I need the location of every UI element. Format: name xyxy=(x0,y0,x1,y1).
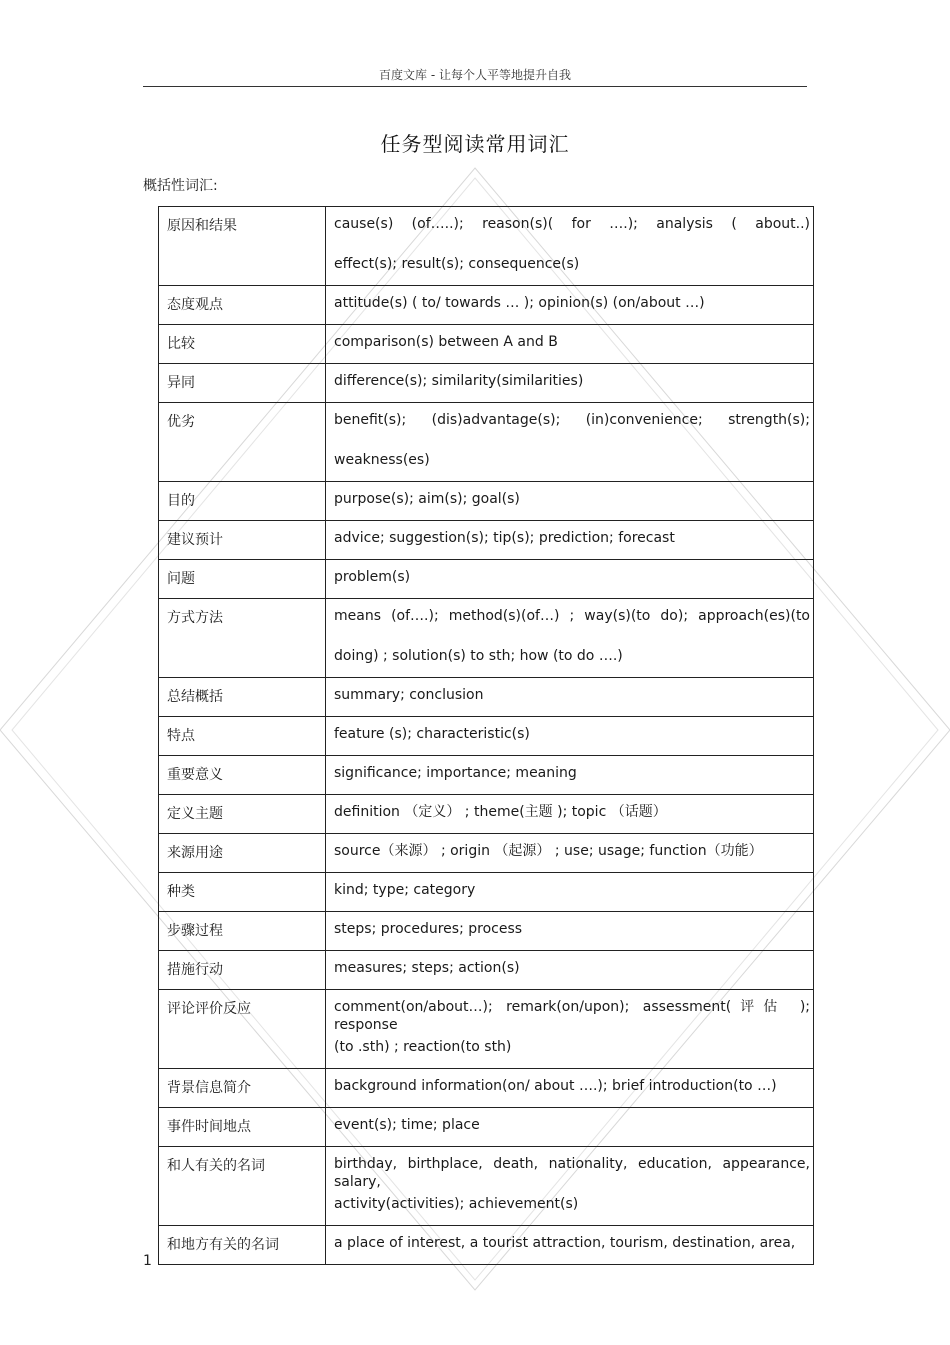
words-cell xyxy=(326,834,814,873)
table-row xyxy=(159,207,814,286)
table-row xyxy=(159,678,814,717)
words-cell xyxy=(326,286,814,325)
term-cell: 优劣 xyxy=(159,403,326,482)
term-cell: 评论评价反应 xyxy=(159,990,326,1069)
term-cell: 总结概括 xyxy=(159,678,326,717)
vocab-line: measures; steps; action(s) xyxy=(334,960,520,976)
vocab-line: weakness(es) xyxy=(334,452,430,468)
page-number: 1 xyxy=(143,1253,152,1269)
table-row xyxy=(159,795,814,834)
words-cell xyxy=(326,912,814,951)
table-row xyxy=(159,364,814,403)
words-cell xyxy=(326,1069,814,1108)
table-row xyxy=(159,599,814,678)
words-cell xyxy=(326,1226,814,1265)
vocab-line: feature (s); characteristic(s) xyxy=(334,726,530,742)
section-subtitle: 概括性词汇: xyxy=(143,178,218,194)
vocab-line: a place of interest, a tourist attraction, tourism, destination, area, xyxy=(334,1235,796,1251)
table-row xyxy=(159,325,814,364)
words-cell xyxy=(326,951,814,990)
table-row xyxy=(159,286,814,325)
table-row xyxy=(159,1108,814,1147)
table-row xyxy=(159,403,814,482)
term-cell: 来源用途 xyxy=(159,834,326,873)
vocab-line: comment(on/about…); remark(on/upon); assessment(评估 ); response xyxy=(334,999,810,1033)
vocab-line: (to .sth) ; reaction(to sth) xyxy=(334,1039,512,1055)
term-cell: 态度观点 xyxy=(159,286,326,325)
term-cell: 和地方有关的名词 xyxy=(159,1226,326,1265)
vocab-line: event(s); time; place xyxy=(334,1117,480,1133)
words-cell xyxy=(326,990,814,1069)
words-cell xyxy=(326,1147,814,1226)
words-cell xyxy=(326,1108,814,1147)
vocab-line: advice; suggestion(s); tip(s); prediction; forecast xyxy=(334,530,675,546)
words-cell xyxy=(326,403,814,482)
vocab-line: difference(s); similarity(similarities) xyxy=(334,373,584,389)
term-cell: 定义主题 xyxy=(159,795,326,834)
vocab-line: summary; conclusion xyxy=(334,687,484,703)
table-row xyxy=(159,717,814,756)
words-cell xyxy=(326,873,814,912)
vocab-line: effect(s); result(s); consequence(s) xyxy=(334,256,580,272)
words-cell xyxy=(326,207,814,286)
term-cell: 和人有关的名词 xyxy=(159,1147,326,1226)
words-cell xyxy=(326,482,814,521)
table-row xyxy=(159,1226,814,1265)
table-row xyxy=(159,951,814,990)
vocab-line: attitude(s) ( to/ towards … ); opinion(s) (on/about …) xyxy=(334,295,705,311)
vocab-line: problem(s) xyxy=(334,569,411,585)
table-row xyxy=(159,521,814,560)
term-cell: 重要意义 xyxy=(159,756,326,795)
term-cell: 问题 xyxy=(159,560,326,599)
page-header: 百度文库 - 让每个人平等地提升自我 xyxy=(143,66,807,87)
page-title: 任务型阅读常用词汇 xyxy=(380,132,570,156)
term-cell: 异同 xyxy=(159,364,326,403)
vocab-line: cause(s) (of…..); reason(s)( for ….); analysis ( about..) xyxy=(334,216,810,232)
vocab-line: activity(activities); achievement(s) xyxy=(334,1196,579,1212)
table-row xyxy=(159,1147,814,1226)
term-cell: 种类 xyxy=(159,873,326,912)
term-cell: 特点 xyxy=(159,717,326,756)
vocab-line: definition （定义） ; theme(主题 ); topic （话题） xyxy=(334,804,667,820)
table-row xyxy=(159,756,814,795)
vocabulary-table xyxy=(158,206,814,1265)
words-cell xyxy=(326,325,814,364)
words-cell xyxy=(326,795,814,834)
vocab-line: means (of….); method(s)(of…) ; way(s)(to do); approach(es)(to xyxy=(334,608,810,624)
vocab-line: doing) ; solution(s) to sth; how (to do ….) xyxy=(334,648,623,664)
term-cell: 比较 xyxy=(159,325,326,364)
term-cell: 背景信息简介 xyxy=(159,1069,326,1108)
vocab-line: background information(on/ about ….); brief introduction(to …) xyxy=(334,1078,777,1094)
words-cell xyxy=(326,521,814,560)
words-cell xyxy=(326,364,814,403)
vocab-line: steps; procedures; process xyxy=(334,921,523,937)
table-row xyxy=(159,990,814,1069)
term-cell: 建议预计 xyxy=(159,521,326,560)
vocab-line: birthday, birthplace, death, nationality, education, appearance, salary, xyxy=(334,1156,810,1190)
vocab-line: kind; type; category xyxy=(334,882,476,898)
table-row xyxy=(159,912,814,951)
table-row xyxy=(159,560,814,599)
vocab-line: significance; importance; meaning xyxy=(334,765,577,781)
vocab-line: purpose(s); aim(s); goal(s) xyxy=(334,491,520,507)
words-cell xyxy=(326,560,814,599)
table-row xyxy=(159,1069,814,1108)
term-cell: 原因和结果 xyxy=(159,207,326,286)
vocab-line: comparison(s) between A and B xyxy=(334,334,558,350)
term-cell: 事件时间地点 xyxy=(159,1108,326,1147)
term-cell: 步骤过程 xyxy=(159,912,326,951)
term-cell: 措施行动 xyxy=(159,951,326,990)
words-cell xyxy=(326,678,814,717)
table-row xyxy=(159,873,814,912)
table-row xyxy=(159,834,814,873)
term-cell: 方式方法 xyxy=(159,599,326,678)
words-cell xyxy=(326,756,814,795)
table-row xyxy=(159,482,814,521)
vocab-line: source（来源） ; origin （起源） ; use; usage; function（功能） xyxy=(334,843,763,859)
words-cell xyxy=(326,599,814,678)
vocab-line: benefit(s); (dis)advantage(s); (in)convenience; strength(s); xyxy=(334,412,810,428)
term-cell: 目的 xyxy=(159,482,326,521)
words-cell xyxy=(326,717,814,756)
